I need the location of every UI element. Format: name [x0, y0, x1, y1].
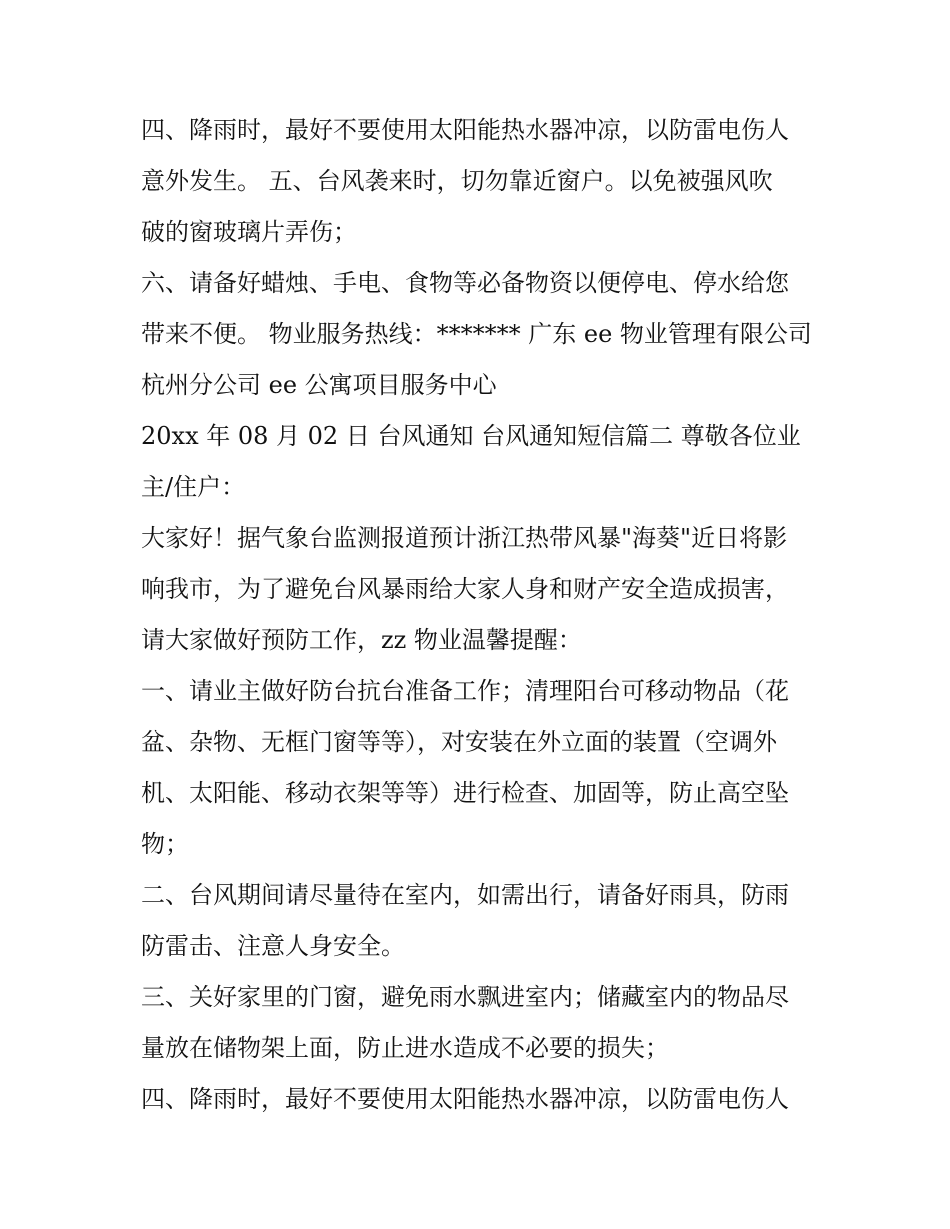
- text-line: 20xx 年 08 月 02 日 台风通知 台风通知短信篇二 尊敬各位业: [141, 422, 801, 450]
- text-line: 请大家做好预防工作，zz 物业温馨提醒：: [141, 626, 582, 654]
- text-line: 意外发生。 五、台风袭来时，切勿靠近窗户。以免被强风吹: [141, 167, 773, 195]
- text-line: 一、请业主做好防台抗台准备工作；清理阳台可移动物品（花: [141, 677, 789, 705]
- text-line: 二、台风期间请尽量待在室内，如需出行，请备好雨具，防雨: [141, 881, 789, 909]
- text-line: 机、太阳能、移动衣架等等）进行检查、加固等，防止高空坠: [141, 779, 789, 807]
- document-body: [141, 105, 821, 1125]
- text-line: 六、请备好蜡烛、手电、食物等必备物资以便停电、停水给您: [141, 269, 789, 297]
- text-line: 破的窗玻璃片弄伤；: [141, 218, 357, 246]
- text-line: 大家好！据气象台监测报道预计浙江热带风暴"海葵"近日将影: [141, 524, 788, 552]
- text-line: 物；: [141, 830, 189, 858]
- text-line: 防雷击、注意人身安全。: [141, 932, 405, 960]
- text-line: 三、关好家里的门窗，避免雨水飘进室内；储藏室内的物品尽: [141, 983, 789, 1011]
- text-line: 带来不便。 物业服务热线：******* 广东 ee 物业管理有限公司: [141, 320, 812, 348]
- text-line: 主/住户：: [141, 473, 246, 501]
- text-line: 响我市，为了避免台风暴雨给大家人身和财产安全造成损害，: [141, 575, 789, 603]
- text-line: 杭州分公司 ee 公寓项目服务中心: [141, 371, 497, 399]
- text-line: 量放在储物架上面，防止进水造成不必要的损失；: [141, 1034, 669, 1062]
- text-line: 盆、杂物、无框门窗等等），对安装在外立面的装置（空调外: [141, 728, 777, 756]
- text-line: 四、降雨时，最好不要使用太阳能热水器冲凉，以防雷电伤人: [141, 116, 789, 144]
- text-line: 四、降雨时，最好不要使用太阳能热水器冲凉，以防雷电伤人: [141, 1085, 789, 1113]
